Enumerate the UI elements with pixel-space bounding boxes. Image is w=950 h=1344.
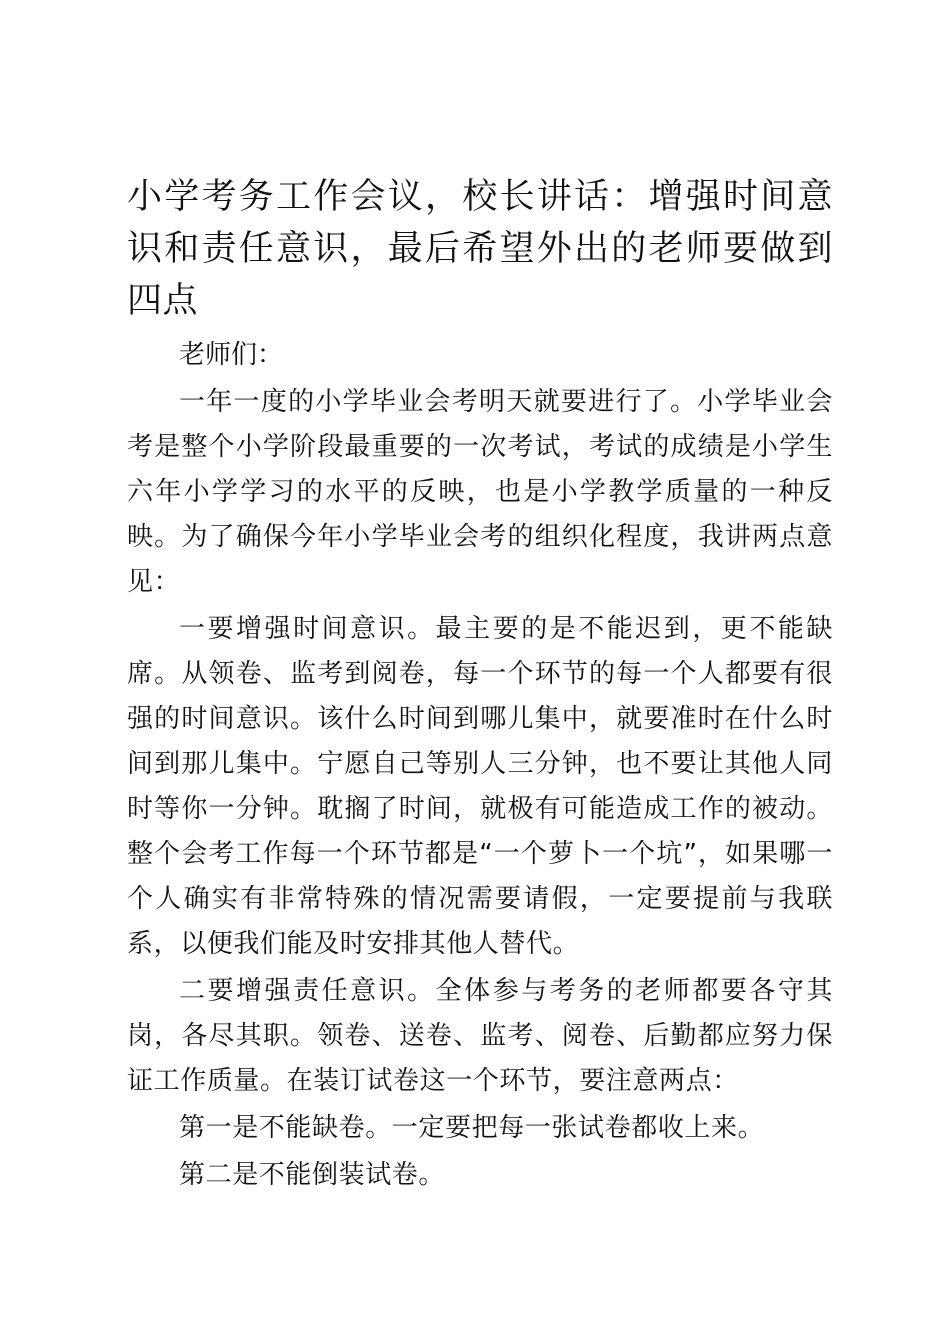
- greeting: 老师们：: [179, 340, 284, 370]
- paragraph-intro: 一年一度的小学毕业会考明天就要进行了。小学毕业会考是整个小学阶段最重要的一次考试，考试的成绩是小学生六年小学学习的水平的反映，也是小学教学质量的一种反映。为了确保今年小学毕业会考的组织化程度，我讲两点意见：: [127, 387, 833, 597]
- paragraph-responsibility: 二要增强责任意识。全体参与考务的老师都要各守其岗，各尽其职。领卷、送卷、监考、阅卷、后勤都应努力保证工作质量。在装订试卷这一个环节，要注意两点：: [127, 976, 833, 1096]
- document-page: [127, 171, 833, 1198]
- paragraph-time-awareness: 一要增强时间意识。最主要的是不能迟到，更不能缺席。从领卷、监考到阅卷，每一个环节的每一个人都要有很强的时间意识。该什么时间到哪儿集中，就要准时在什么时间到那儿集中。宁愿自己等别人三分钟，也不要让其他人同时等你一分钟。耽搁了时间，就极有可能造成工作的被动。整个会考工作每一个环节都是“一个萝卜一个坑”，如果哪一个人确实有非常特殊的情况需要请假，一定要提前与我联系，以便我们能及时安排其他人替代。: [127, 614, 833, 959]
- document-title: 小学考务工作会议，校长讲话：增强时间意识和责任意识，最后希望外出的老师要做到四点: [127, 177, 833, 321]
- paragraph-point-one: 第一是不能缺卷。一定要把每一张试卷都收上来。: [179, 1113, 765, 1143]
- paragraph-point-two: 第二是不能倒装试卷。: [179, 1160, 446, 1190]
